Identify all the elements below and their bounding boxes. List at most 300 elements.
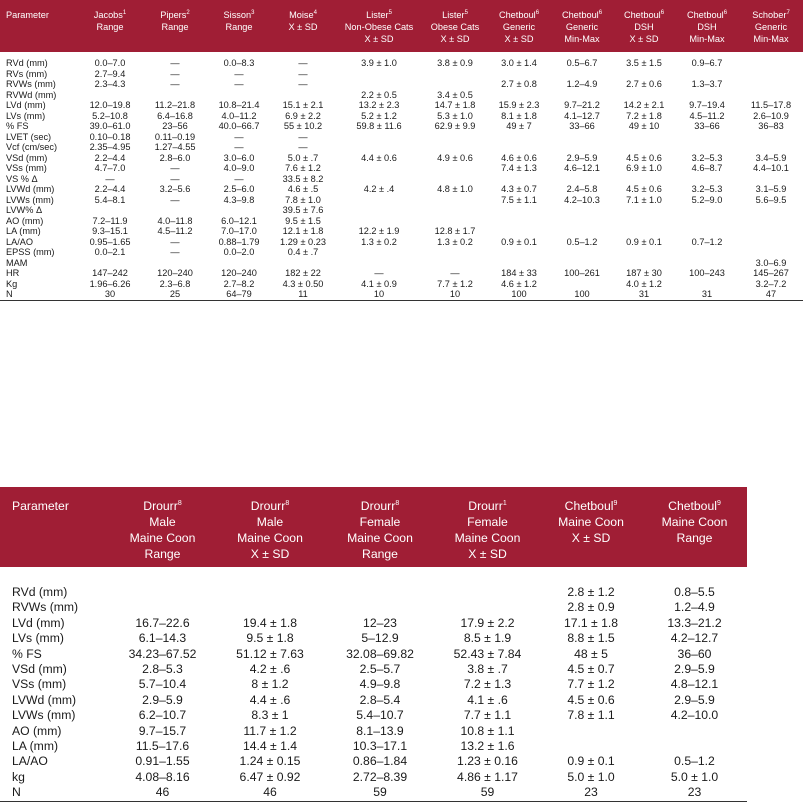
value-cell (423, 247, 487, 258)
header-line: Maine Coon (129, 531, 196, 545)
table-row (0, 279, 803, 290)
value-cell: 0.10–0.18 (89, 131, 131, 142)
value-cell: 16.7–22.6 (135, 615, 190, 630)
value-cell: 12–23 (363, 615, 397, 630)
value-cell: 5.0 ± .7 (287, 152, 319, 163)
value-cell: 2.7 ± 0.8 (501, 79, 537, 89)
header-line: X ± SD (250, 547, 290, 561)
value-cell: 4.6 ± 0.6 (501, 152, 537, 163)
citation-superscript: 4 (313, 9, 317, 16)
value-cell: 8.5 ± 1.9 (463, 631, 512, 646)
value-cell: 5.3 ± 1.0 (437, 110, 473, 121)
value-cell (551, 174, 613, 185)
table-row (0, 708, 747, 723)
value-cell (613, 90, 675, 101)
value-cell (551, 205, 613, 216)
value-cell: 49 ± 10 (628, 121, 660, 131)
header-line (488, 9, 550, 21)
value-cell (675, 69, 739, 80)
value-cell: 0.9 ± 0.1 (567, 754, 615, 769)
table-row (0, 693, 747, 708)
value-cell: 6.1–14.3 (138, 631, 187, 646)
value-cell: 4.08–8.16 (135, 769, 190, 784)
value-cell (335, 174, 423, 185)
value-cell: 4.3 ± 0.7 (501, 184, 537, 194)
value-cell: 40.0–66.7 (218, 121, 260, 131)
value-cell: 4.5 ± 0.6 (626, 184, 662, 194)
header-line (614, 9, 674, 21)
value-cell: 2.9–5.9 (566, 152, 598, 163)
table-row (0, 677, 747, 692)
value-cell (739, 79, 803, 90)
table-row (0, 616, 747, 631)
value-cell (435, 600, 540, 615)
value-cell (487, 174, 551, 185)
value-cell: 3.2–5.6 (159, 184, 191, 194)
parameter-cell: RVWd (mm) (6, 89, 57, 100)
value-cell: 17.1 ± 1.8 (563, 615, 619, 630)
value-cell: 10.3–17.1 (352, 739, 408, 754)
value-cell: 120–240 (221, 268, 257, 278)
value-cell (215, 567, 325, 600)
table-header (0, 487, 747, 567)
value-cell (325, 567, 435, 600)
header-line: Maine Coon (454, 531, 521, 545)
value-cell: 3.2–5.3 (691, 152, 723, 163)
value-cell (423, 205, 487, 216)
header-line: Range (161, 22, 189, 32)
value-cell: 2.9–5.9 (142, 692, 183, 707)
value-cell (675, 174, 739, 185)
header-line: Parameter (12, 499, 69, 513)
value-cell: 0.7–1.2 (691, 236, 723, 247)
value-cell: 3.5 ± 1.5 (626, 58, 662, 68)
column-header-parameter (0, 0, 77, 52)
value-cell: 7.7 ± 1.2 (437, 278, 473, 289)
value-cell: 7.8 ± 1.1 (567, 708, 615, 723)
value-cell: 1.29 ± 0.23 (280, 236, 326, 247)
header-line (217, 498, 323, 514)
value-cell: 2.8 ± 1.2 (567, 585, 615, 599)
value-cell (551, 279, 613, 290)
value-cell (642, 724, 747, 739)
value-cell: 31 (613, 289, 675, 300)
header-line: Range (676, 531, 713, 545)
value-cell (739, 226, 803, 237)
value-cell (675, 279, 739, 290)
header-line (144, 9, 206, 21)
value-cell: 10.8 ± 1.1 (460, 723, 515, 738)
value-cell: 6.9 ± 2.2 (285, 110, 321, 121)
header-line: Non-Obese Cats (344, 22, 414, 32)
header-line (208, 9, 270, 21)
header-line: Parameter (6, 10, 49, 20)
table-row (0, 631, 747, 646)
value-cell: 0.91–1.55 (135, 754, 190, 769)
value-cell: 4.5–11.2 (689, 110, 725, 121)
value-cell: 3.2–7.2 (755, 278, 787, 289)
value-cell: 6.47 ± 0.92 (239, 769, 301, 784)
header-line (740, 9, 802, 21)
header-line: Generic (502, 22, 536, 32)
value-cell (551, 247, 613, 258)
value-cell (487, 226, 551, 237)
header-line: X ± SD (288, 22, 318, 32)
parameter-cell: VSd (mm) (12, 662, 67, 677)
value-cell: 1.27–4.55 (154, 142, 196, 152)
parameter-cell: Kg (6, 278, 18, 289)
parameter-cell: N (0, 289, 77, 300)
column-header (739, 0, 803, 52)
value-cell: 11.5–17.8 (750, 100, 792, 110)
column-header (540, 487, 642, 567)
value-cell: — (234, 131, 244, 142)
value-cell: 1.2–4.9 (566, 79, 598, 89)
value-cell: 1.3 ± 0.2 (361, 236, 397, 247)
value-cell (110, 600, 215, 615)
value-cell: 4.5 ± 0.6 (626, 152, 662, 163)
column-header (143, 0, 207, 52)
value-cell: 9.5 ± 1.5 (285, 215, 321, 226)
value-cell: 4.2–12.7 (670, 631, 719, 646)
table-row (0, 754, 747, 769)
header-line: Sisson (223, 10, 252, 20)
header-line: Obese Cats (430, 22, 480, 32)
value-cell (335, 216, 423, 227)
header-line: Min-Max (753, 34, 789, 44)
value-cell: 0.11–0.19 (154, 131, 196, 142)
parameter-cell: LVWs (mm) (12, 708, 76, 723)
table-row (0, 90, 803, 101)
value-cell: 2.8–5.3 (142, 662, 183, 677)
value-cell: 9.5 ± 1.8 (246, 631, 294, 646)
value-cell (675, 90, 739, 101)
header-line: Generic (754, 22, 788, 32)
header-line: Range (225, 22, 253, 32)
value-cell: 6.2–10.7 (138, 708, 187, 723)
header-line: Lister (366, 10, 389, 20)
header-line: X ± SD (629, 34, 659, 44)
table-row (0, 111, 803, 122)
value-cell: 7.7 ± 1.1 (463, 708, 512, 723)
parameter-cell: LA/AO (6, 236, 34, 247)
value-cell (675, 205, 739, 216)
table-row (0, 163, 803, 174)
echo-reference-table-1 (0, 0, 803, 301)
header-line: Pipers (160, 10, 187, 20)
value-cell: 64–79 (207, 289, 271, 300)
parameter-cell: MAM (6, 257, 28, 268)
value-cell (423, 142, 487, 153)
value-cell: 0.5–6.7 (566, 58, 598, 68)
value-cell: 7.1 ± 1.0 (626, 194, 662, 205)
value-cell: 13.3–21.2 (667, 615, 722, 630)
header-line: Generic (565, 22, 599, 32)
header-line: Schober (752, 10, 787, 20)
value-cell: 0.4 ± .7 (287, 247, 319, 257)
header-row (0, 0, 803, 52)
value-cell: 4.7–7.0 (94, 163, 126, 173)
value-cell: — (170, 194, 180, 205)
column-header (613, 0, 675, 52)
parameter-cell: N (0, 785, 110, 801)
value-cell: 1.2–4.9 (674, 600, 715, 615)
value-cell: 0.9 ± 0.1 (626, 236, 662, 247)
header-line (327, 498, 433, 514)
value-cell: 0.9–6.7 (691, 58, 723, 68)
value-cell: 4.6–12.1 (564, 163, 600, 173)
value-cell: 4.0 ± 1.2 (626, 278, 662, 289)
value-cell: 5.0 ± 1.0 (670, 769, 719, 784)
value-cell: 62.9 ± 9.9 (434, 121, 476, 131)
value-cell: 6.0–12.1 (221, 215, 257, 226)
value-cell: 3.2–5.3 (691, 184, 723, 194)
citation-superscript: 5 (388, 9, 392, 16)
value-cell: — (170, 163, 180, 173)
parameter-cell: LVWd (mm) (6, 184, 55, 194)
value-cell: 5.4–10.7 (356, 708, 404, 723)
value-cell: 4.2 ± .4 (363, 184, 395, 194)
value-cell: 4.1 ± 0.9 (361, 278, 397, 289)
value-cell: 51.12 ± 7.63 (236, 646, 304, 661)
value-cell: 2.5–6.0 (223, 184, 255, 194)
value-cell (739, 90, 803, 101)
value-cell: 9.3–15.1 (92, 226, 128, 236)
header-line (336, 9, 422, 21)
value-cell: 33.5 ± 8.2 (282, 173, 324, 184)
parameter-cell: LVd (mm) (12, 615, 65, 630)
value-cell: 8.1–13.9 (356, 723, 404, 738)
value-cell (77, 258, 143, 269)
value-cell: 5.2 ± 1.2 (361, 110, 397, 121)
parameter-cell: LVWd (mm) (12, 692, 77, 707)
value-cell (423, 216, 487, 227)
value-cell: 0.0–7.0 (94, 58, 126, 68)
header-line: Chetboul (686, 10, 724, 20)
table-body (0, 52, 803, 300)
value-cell: 13.2 ± 2.3 (358, 100, 400, 110)
parameter-cell: RVWs (mm) (6, 79, 56, 89)
value-cell: — (170, 236, 180, 247)
value-cell (613, 69, 675, 80)
value-cell (487, 258, 551, 269)
value-cell: 48 ± 5 (574, 646, 608, 661)
value-cell (207, 205, 271, 216)
header-line: Female (359, 515, 401, 529)
table-row (0, 268, 803, 279)
header-line: Moise (289, 10, 314, 20)
citation-superscript: 8 (177, 499, 182, 507)
value-cell: — (298, 58, 308, 68)
table-row (0, 724, 747, 739)
table-row (0, 184, 803, 195)
value-cell (335, 247, 423, 258)
value-cell: 187 ± 30 (626, 268, 662, 278)
table-row (0, 662, 747, 677)
value-cell: 1.24 ± 0.15 (239, 754, 301, 769)
table-row (0, 195, 803, 206)
value-cell (487, 205, 551, 216)
header-line (424, 9, 486, 21)
value-cell: 46 (110, 785, 215, 801)
header-line: Chetboul (668, 499, 717, 513)
parameter-cell: EPSS (mm) (6, 247, 55, 257)
header-line: Range (96, 22, 124, 32)
value-cell (739, 216, 803, 227)
header-line: Maine Coon (558, 515, 624, 529)
parameter-cell: LVW% Δ (6, 205, 43, 215)
value-cell: 4.4–10.1 (753, 163, 789, 173)
value-cell: 3.0 ± 1.4 (501, 58, 537, 68)
value-cell (110, 567, 215, 600)
value-cell: — (374, 268, 384, 278)
header-line: Chetboul (498, 10, 536, 20)
column-header (215, 487, 325, 567)
header-line: Chetboul (564, 499, 614, 513)
value-cell (739, 69, 803, 80)
value-cell: 3.9 ± 1.0 (361, 58, 397, 68)
column-header (110, 487, 215, 567)
citation-superscript: 6 (660, 9, 665, 16)
value-cell: 12.2 ± 1.9 (358, 226, 400, 236)
citation-superscript: 6 (535, 9, 540, 16)
column-header (207, 0, 271, 52)
value-cell: 7.2–11.9 (92, 215, 128, 226)
value-cell (540, 739, 642, 754)
value-cell: — (170, 58, 180, 68)
value-cell: 2.7–9.4 (94, 68, 126, 79)
value-cell: 1.3–3.7 (691, 79, 723, 89)
table-row (0, 216, 803, 227)
column-header (77, 0, 143, 52)
value-cell: 33–66 (694, 121, 720, 131)
value-cell (207, 258, 271, 269)
citation-superscript: 9 (716, 499, 721, 507)
value-cell (613, 247, 675, 258)
value-cell: 0.5–1.2 (674, 754, 715, 769)
value-cell: 2.9–5.9 (674, 662, 715, 677)
value-cell: 184 ± 33 (501, 268, 537, 278)
value-cell (540, 724, 642, 739)
parameter-cell: VSs (mm) (12, 677, 67, 692)
citation-superscript: 9 (613, 499, 618, 507)
value-cell: 59 (325, 785, 435, 801)
value-cell: 8 ± 1.2 (251, 677, 289, 692)
value-cell (642, 739, 747, 754)
value-cell: 5–12.9 (361, 631, 399, 646)
value-cell: 3.4 ± 0.5 (437, 89, 473, 100)
value-cell: 23 (540, 785, 642, 801)
value-cell: 4.5–11.2 (157, 226, 193, 236)
value-cell (77, 90, 143, 101)
parameter-cell: RVd (mm) (6, 58, 48, 68)
header-line: X ± SD (440, 34, 470, 44)
value-cell: 12.1 ± 1.8 (282, 226, 324, 236)
value-cell: 2.8–6.0 (159, 152, 191, 163)
value-cell (613, 132, 675, 143)
parameter-cell: RVd (mm) (12, 585, 68, 599)
table-row (0, 600, 747, 615)
value-cell: — (170, 68, 180, 79)
header-line: Chetboul (561, 10, 599, 20)
table-row (0, 132, 803, 143)
value-cell: 3.8 ± 0.9 (437, 58, 473, 68)
value-cell: 4.86 ± 1.17 (457, 769, 518, 784)
value-cell: 0.9 ± 0.1 (501, 236, 537, 247)
header-line: Maine Coon (237, 531, 303, 545)
value-cell: 10 (335, 289, 423, 300)
header-line: DSH (697, 22, 717, 32)
header-line: X ± SD (364, 34, 394, 44)
column-header (435, 487, 540, 567)
value-cell: 4.0–11.8 (157, 215, 193, 226)
column-header (551, 0, 613, 52)
value-cell: 34.23–67.52 (128, 646, 197, 661)
value-cell: 8.1 ± 1.8 (501, 110, 537, 121)
parameter-cell: LA (mm) (12, 739, 59, 754)
value-cell: 2.7–8.2 (223, 278, 255, 289)
value-cell (739, 237, 803, 248)
value-cell (487, 216, 551, 227)
value-cell (335, 69, 423, 80)
value-cell: 17.9 ± 2.2 (460, 615, 515, 630)
value-cell (487, 132, 551, 143)
header-line: Min-Max (564, 34, 600, 44)
parameter-cell: kg (12, 769, 25, 784)
value-cell: — (234, 79, 244, 89)
value-cell: 3.0–6.0 (223, 152, 255, 163)
value-cell: — (298, 131, 308, 142)
value-cell (613, 258, 675, 269)
value-cell: — (298, 142, 308, 152)
table-row (0, 785, 747, 801)
table-row (0, 567, 747, 600)
table-row (0, 205, 803, 216)
value-cell: 2.3–6.8 (159, 278, 191, 289)
value-cell: 4.9 ± 0.6 (437, 152, 473, 163)
value-cell: 0.5–1.2 (566, 236, 598, 247)
table-row (0, 289, 803, 300)
value-cell (487, 90, 551, 101)
value-cell: 31 (675, 289, 739, 300)
value-cell (551, 226, 613, 237)
value-cell: 7.0–17.0 (221, 226, 257, 236)
header-line: X ± SD (504, 34, 534, 44)
table-row (0, 739, 747, 754)
header-line (542, 498, 640, 514)
column-header (325, 487, 435, 567)
value-cell: 11.7 ± 1.2 (243, 723, 297, 738)
value-cell: 2.8–5.4 (359, 692, 401, 707)
value-cell: 7.2 ± 1.3 (463, 677, 512, 692)
value-cell: 4.8 ± 1.0 (437, 184, 473, 194)
value-cell (335, 132, 423, 143)
value-cell (675, 247, 739, 258)
header-line: Male (256, 515, 284, 529)
value-cell: 0.95–1.65 (89, 236, 131, 247)
value-cell: 0.8–5.5 (674, 585, 715, 599)
column-header (423, 0, 487, 52)
value-cell: 7.4 ± 1.3 (501, 163, 537, 173)
value-cell: 9.7–15.7 (138, 723, 187, 738)
value-cell: 4.3–9.8 (223, 194, 255, 205)
value-cell: 145–267 (753, 268, 789, 278)
value-cell: 4.0–11.2 (221, 110, 257, 121)
value-cell: 0.0–8.3 (223, 58, 255, 68)
value-cell (551, 258, 613, 269)
parameter-cell: LVs (mm) (12, 631, 64, 646)
value-cell (613, 142, 675, 153)
